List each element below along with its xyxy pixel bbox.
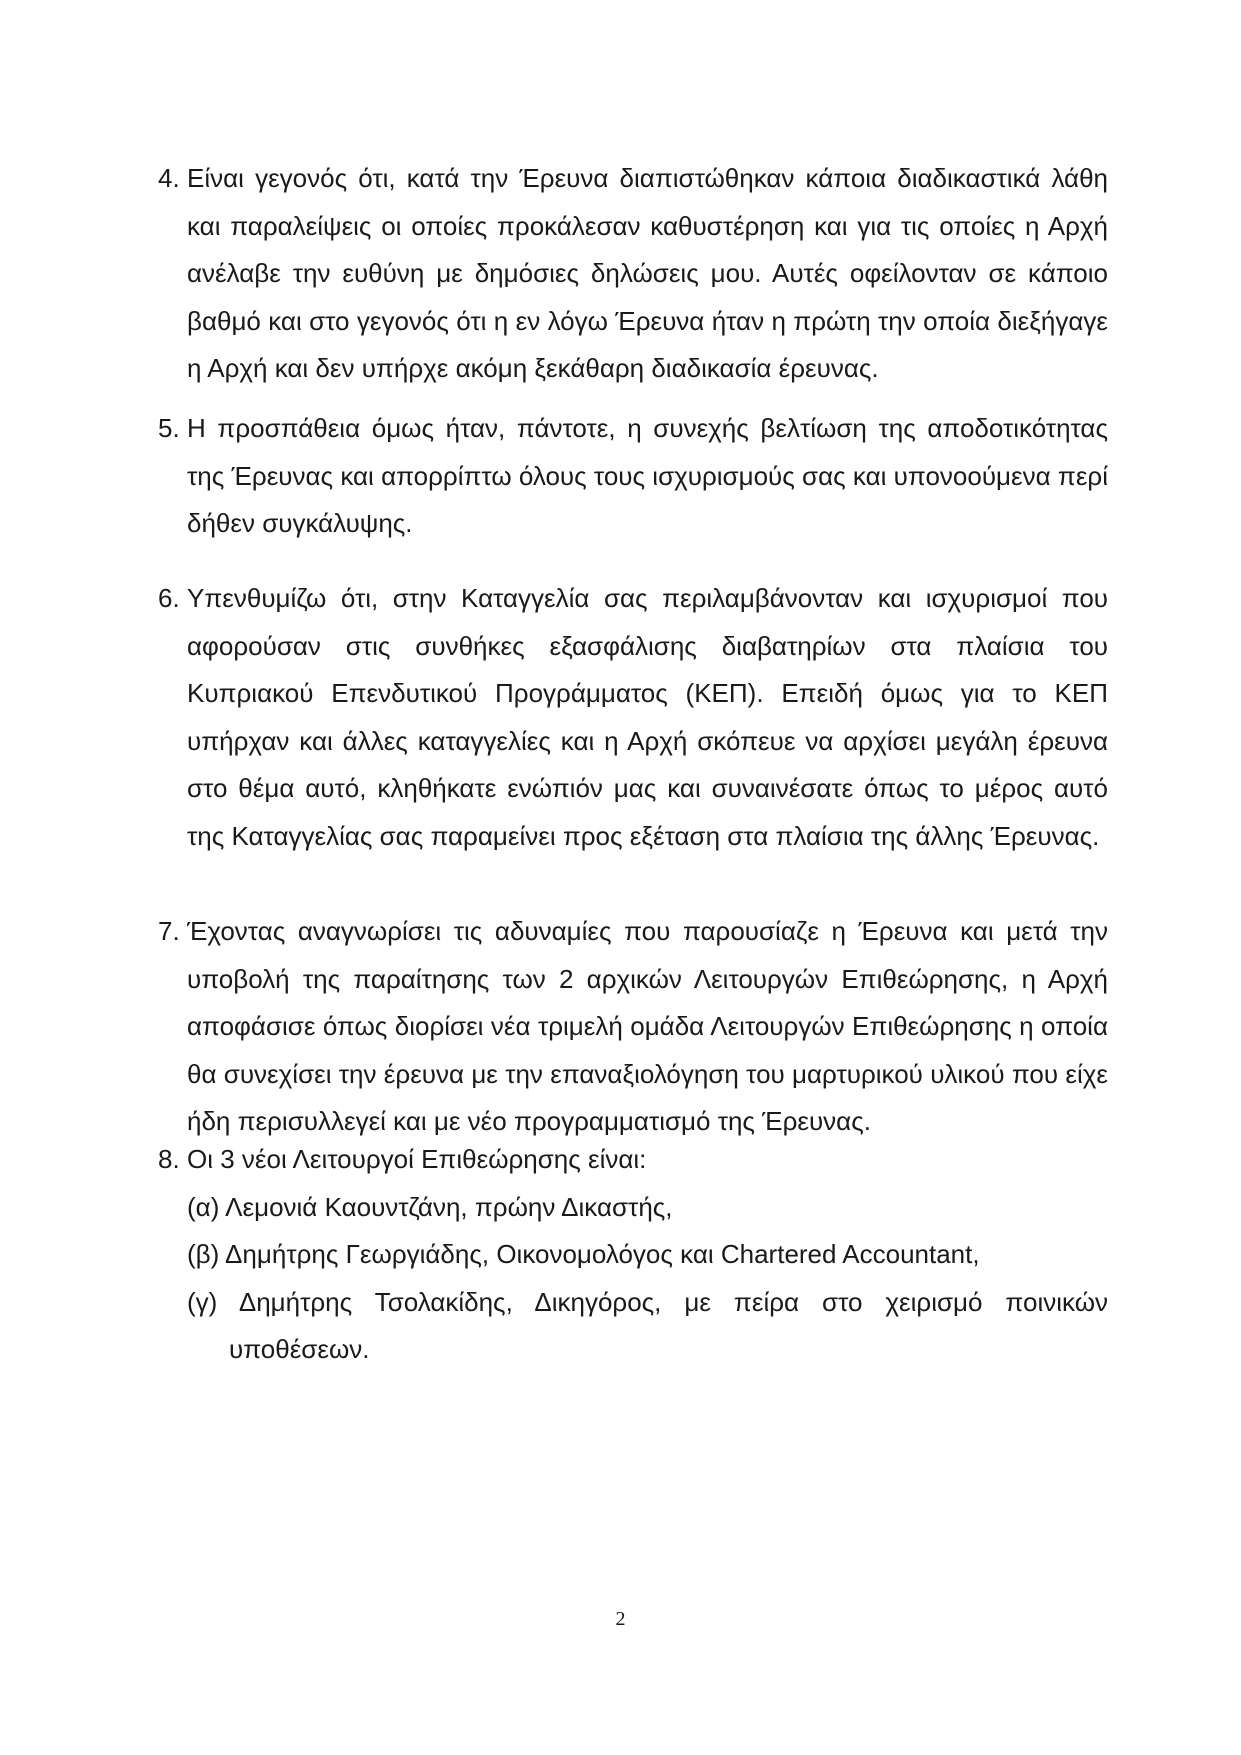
list-item: (β) Δημήτρης Γεωργιάδης, Οικονομολόγος και Chartered Accountant, xyxy=(187,1239,980,1269)
paragraph-7 xyxy=(158,908,1108,1146)
paragraph-text: Υπενθυμίζω ότι, στην Καταγγελία σας περιλαμβάνονταν και ισχυρισμοί που αφορούσαν στις συνθήκες εξασφάλισης διαβατηρίων στα πλαίσια του Κυπριακού Επενδυτικού Προγράμματος (ΚΕΠ). Επειδή όμως για το ΚΕΠ υπήρχαν και άλλες καταγγελίες και η Αρχή σκόπευε να αρχίσει μεγάλη έρευνα στο θέμα αυτό, κληθήκατε ενώπιόν μας και συναινέσατε όπως το μέρος αυτό της Καταγγελίας σας παραμείνει προς εξέταση στα πλαίσια της άλλης Έρευνας. xyxy=(187,583,1108,851)
paragraph-text: Είναι γεγονός ότι, κατά την Έρευνα διαπιστώθηκαν κάποια διαδικαστικά λάθη και παραλείψεις οι οποίες προκάλεσαν καθυστέρηση και για τις οποίες η Αρχή ανέλαβε την ευθύνη με δημόσιες δηλώσεις μου. Αυτές οφείλονταν σε κάποιο βαθμό και στο γεγονός ότι η εν λόγω Έρευνα ήταν η πρώτη την οποία διεξήγαγε η Αρχή και δεν υπήρχε ακόμη ξεκάθαρη διαδικασία έρευνας. xyxy=(187,163,1108,383)
paragraph-5 xyxy=(158,405,1108,548)
paragraph-8 xyxy=(158,1136,1108,1374)
paragraph-6 xyxy=(158,575,1108,860)
paragraph-text: Οι 3 νέοι Λειτουργοί Επιθεώρησης είναι: xyxy=(187,1144,647,1174)
paragraph-number: 5. xyxy=(158,413,180,443)
paragraph-number: 4. xyxy=(158,163,180,193)
paragraph-number: 8. xyxy=(158,1144,180,1174)
paragraph-text: Η προσπάθεια όμως ήταν, πάντοτε, η συνεχής βελτίωση της αποδοτικότητας της Έρευνας και απορρίπτω όλους τους ισχυρισμούς σας και υπονοούμενα περί δήθεν συγκάλυψης. xyxy=(187,413,1108,538)
list-item: (α) Λεμονιά Καουντζάνη, πρώην Δικαστής, xyxy=(187,1191,673,1222)
list-item: (γ) Δημήτρης Τσολακίδης, Δικηγόρος, με πείρα στο χειρισμό ποινικών υποθέσεων. xyxy=(187,1286,1108,1364)
paragraph-number: 6. xyxy=(158,583,180,613)
paragraph-text: Έχοντας αναγνωρίσει τις αδυναμίες που παρουσίαζε η Έρευνα και μετά την υποβολή της παραίτησης των 2 αρχικών Λειτουργών Επιθεώρησης, η Αρχή αποφάσισε όπως διορίσει νέα τριμελή ομάδα Λειτουργών Επιθεώρησης η οποία θα συνεχίσει την έρευνα με την επαναξιολόγηση του μαρτυρικού υλικού που είχε ήδη περισυλλεγεί και με νέο προγραμματισμό της Έρευνας. xyxy=(187,916,1108,1136)
paragraph-4 xyxy=(158,155,1108,393)
inspector-list xyxy=(187,1184,1108,1374)
paragraph-number: 7. xyxy=(158,916,180,946)
page-number: 2 xyxy=(615,1608,626,1630)
